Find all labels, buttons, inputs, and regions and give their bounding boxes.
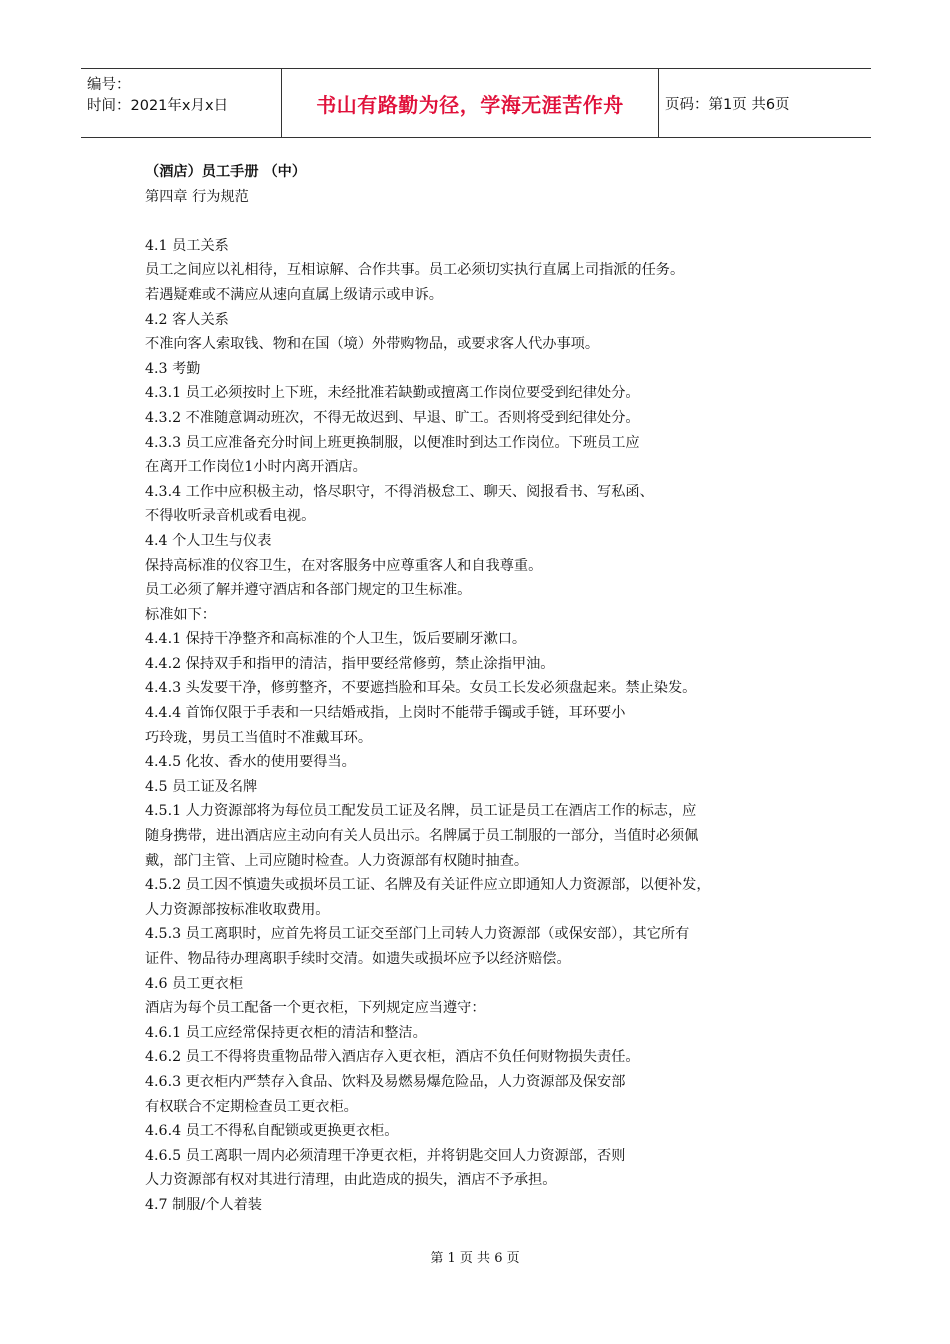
header-meta xyxy=(81,69,282,137)
text-line: 4.4.2 保持双手和指甲的清洁，指甲要经常修剪，禁止涂指甲油。 xyxy=(145,655,555,672)
text-line: 4.3.4 工作中应积极主动，恪尽职守，不得消极怠工、聊天、阅报看书、写私函、 xyxy=(145,483,654,500)
text-line: 员工之间应以礼相待，互相谅解、合作共事。员工必须切实执行直属上司指派的任务。 xyxy=(145,262,685,279)
text-line: 在离开工作岗位1小时内离开酒店。 xyxy=(145,459,367,476)
text-line: 随身携带，进出酒店应主动向有关人员出示。名牌属于员工制服的一部分，当值时必须佩 xyxy=(145,828,699,845)
text-line: 4.3 考勤 xyxy=(145,360,201,377)
text-line: 4.6.4 员工不得私自配锁或更换更衣柜。 xyxy=(145,1123,399,1140)
text-line: 若遇疑难或不满应从速向直属上级请示或申诉。 xyxy=(145,286,443,303)
text-line: 4.5.3 员工离职时，应首先将员工证交至部门上司转人力资源部（或保安部），其它所有 xyxy=(145,926,690,943)
text-line: 4.5.2 员工因不慎遗失或损坏员工证、名牌及有关证件应立即通知人力资源部，以便补发， xyxy=(145,877,711,894)
text-line: 4.7 制服/个人着装 xyxy=(145,1196,262,1213)
text-line: 巧玲珑，男员工当值时不准戴耳环。 xyxy=(145,729,373,746)
text-line: 第四章 行为规范 xyxy=(145,188,249,205)
text-line: 4.4.1 保持干净整齐和高标准的个人卫生，饭后要刷牙漱口。 xyxy=(145,631,527,648)
text-line: 4.5.1 人力资源部将为每位员工配发员工证及名牌，员工证是员工在酒店工作的标志，应 xyxy=(145,803,697,820)
text-line: 员工必须了解并遵守酒店和各部门规定的卫生标准。 xyxy=(145,582,472,599)
text-line: 有权联合不定期检查员工更衣柜。 xyxy=(145,1098,358,1115)
text-line: 4.1 员工关系 xyxy=(145,237,229,254)
text-line: 酒店为每个员工配备一个更衣柜，下列规定应当遵守： xyxy=(145,1000,486,1017)
text-line: 4.5 员工证及名牌 xyxy=(145,778,258,795)
page-footer: 第 1 页 共 6 页 xyxy=(430,1251,520,1266)
text-line: 证件、物品待办理离职手续时交清。如遗失或损坏应予以经济赔偿。 xyxy=(145,951,571,967)
text-line: 4.4.5 化妆、香水的使用要得当。 xyxy=(145,754,356,771)
text-line: 4.4.3 头发要干净，修剪整齐，不要遮挡脸和耳朵。女员工长发必须盘起来。禁止染发。 xyxy=(145,680,697,697)
text-line: 人力资源部按标准收取费用。 xyxy=(145,901,330,918)
text-line: 人力资源部有权对其进行清理，由此造成的损失，酒店不予承担。 xyxy=(145,1172,557,1189)
text-line: 4.3.3 员工应准备充分时间上班更换制服，以便准时到达工作岗位。下班员工应 xyxy=(145,434,640,451)
header-motto: 书山有路勤为径，学海无涯苦作舟 xyxy=(282,69,659,137)
text-line: 不准向客人索取钱、物和在国（境）外带购物品，或要求客人代办事项。 xyxy=(145,336,600,353)
document-body xyxy=(145,160,815,1218)
blank-line xyxy=(145,209,815,234)
text-line: 4.4 个人卫生与仪表 xyxy=(145,532,272,549)
text-line: 4.4.4 首饰仅限于手表和一只结婚戒指，上岗时不能带手镯或手链，耳环要小 xyxy=(145,705,626,722)
text-line: 4.3.1 员工必须按时上下班，未经批准若缺勤或擅离工作岗位要受到纪律处分。 xyxy=(145,385,640,402)
text-line: 4.2 客人关系 xyxy=(145,311,229,328)
text-line: 戴，部门主管、上司应随时检查。人力资源部有权随时抽查。 xyxy=(145,852,529,869)
document-date: 时间：2021年x月x日 xyxy=(87,98,229,114)
document-title: （酒店）员工手册 （中） xyxy=(145,164,307,180)
text-line: 4.6 员工更衣柜 xyxy=(145,975,244,992)
text-line: 4.3.2 不准随意调动班次，不得无故迟到、早退、旷工。否则将受到纪律处分。 xyxy=(145,409,640,426)
text-line: 保持高标准的仪容卫生，在对客服务中应尊重客人和自我尊重。 xyxy=(145,557,543,574)
document-number: 编号： xyxy=(87,77,131,93)
text-line: 4.6.1 员工应经常保持更衣柜的清洁和整洁。 xyxy=(145,1024,427,1041)
text-line: 4.6.2 员工不得将贵重物品带入酒店存入更衣柜，酒店不负任何财物损失责任。 xyxy=(145,1049,640,1066)
text-line: 4.6.5 员工离职一周内必须清理干净更衣柜，并将钥匙交回人力资源部，否则 xyxy=(145,1147,626,1164)
page-header xyxy=(81,68,871,138)
text-line: 4.6.3 更衣柜内严禁存入食品、饮料及易燃易爆危险品，人力资源部及保安部 xyxy=(145,1073,626,1090)
text-line: 标准如下： xyxy=(145,606,216,623)
header-page-number: 页码：第1页 共6页 xyxy=(665,96,790,113)
text-line: 不得收听录音机或看电视。 xyxy=(145,508,316,525)
